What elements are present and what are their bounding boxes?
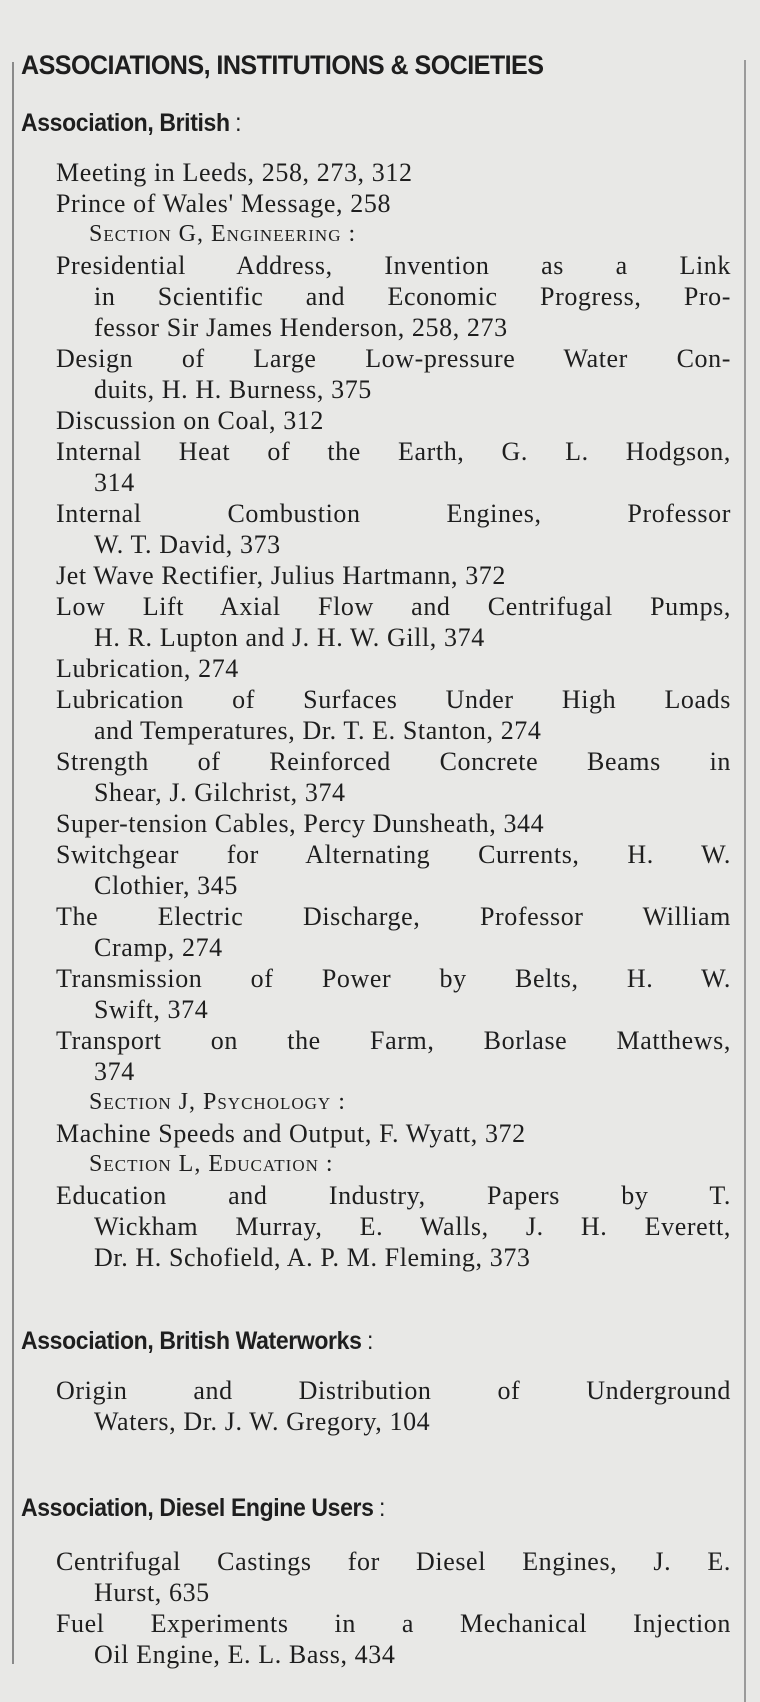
entry-line: Switchgear for Alternating Currents, H. W. (56, 840, 731, 869)
entry-line: Lubrication, 274 (56, 654, 239, 683)
entry-line: Prince of Wales' Message, 258 (56, 189, 392, 218)
index-entry (0, 560, 760, 591)
index-entry (0, 343, 760, 405)
index-entry (0, 1025, 760, 1087)
index-entry (0, 157, 760, 188)
entry-line: Dr. H. Schofield, A. P. M. Fleming, 373 (94, 1243, 531, 1272)
entry-line: Super-tension Cables, Percy Dunsheath, 344 (56, 809, 545, 838)
entry-line: Low Lift Axial Flow and Centrifugal Pumps, (56, 592, 731, 621)
subsection-label (0, 1087, 760, 1118)
entry-line: and Temperatures, Dr. T. E. Stanton, 274 (94, 716, 542, 745)
page-title: ASSOCIATIONS, INSTITUTIONS & SOCIETIES (21, 50, 544, 80)
entry-line: Transmission of Power by Belts, H. W. (56, 964, 731, 993)
entry-line: Design of Large Low-pressure Water Con- (56, 344, 731, 373)
entry-line: Fuel Experiments in a Mechanical Injection (56, 1609, 731, 1638)
index-entry (0, 963, 760, 1025)
entry-line: Cramp, 274 (94, 933, 223, 962)
entry-line: Shear, J. Gilchrist, 374 (94, 778, 346, 807)
index-entry (0, 901, 760, 963)
section-heading-colon: : (235, 109, 242, 137)
entry-line: Oil Engine, E. L. Bass, 434 (94, 1640, 396, 1669)
entry-line: Internal Combustion Engines, Professor (56, 499, 731, 528)
index-entry (0, 1118, 760, 1149)
index-entry (0, 746, 760, 808)
entry-list (0, 157, 760, 1273)
entry-line: Centrifugal Castings for Diesel Engines, J. E. (56, 1547, 731, 1576)
entry-line: Transport on the Farm, Borlase Matthews, (56, 1026, 731, 1055)
subsection-label (0, 1149, 760, 1180)
index-entry (0, 808, 760, 839)
index-entry (0, 653, 760, 684)
subsection-label (0, 219, 760, 250)
entry-line: 314 (94, 468, 135, 497)
entry-line: Origin and Distribution of Underground (56, 1376, 731, 1405)
entry-line: Discussion on Coal, 312 (56, 406, 325, 435)
index-entry (0, 1375, 760, 1437)
entry-line: Waters, Dr. J. W. Gregory, 104 (94, 1407, 431, 1436)
index-entry (0, 498, 760, 560)
entry-line: 374 (94, 1057, 135, 1086)
entry-list (0, 1546, 760, 1670)
entry-line: Section G, Engineering : (89, 221, 357, 247)
entry-list (0, 1375, 760, 1437)
section-heading (21, 1325, 373, 1357)
section-heading (21, 107, 241, 139)
entry-line: fessor Sir James Henderson, 258, 273 (94, 313, 508, 342)
index-entry (0, 436, 760, 498)
entry-line: Hurst, 635 (94, 1578, 210, 1607)
section-heading-text: Association, Diesel Engine Users (21, 1494, 374, 1522)
index-entry (0, 684, 760, 746)
section-heading-text: Association, British (21, 109, 230, 137)
entry-line: H. R. Lupton and J. H. W. Gill, 374 (94, 623, 485, 652)
entry-line: Strength of Reinforced Concrete Beams in (56, 747, 731, 776)
entry-line: Section L, Education : (89, 1151, 334, 1177)
index-entry (0, 839, 760, 901)
index-entry (0, 250, 760, 343)
index-entry (0, 188, 760, 219)
entry-line: duits, H. H. Burness, 375 (94, 375, 372, 404)
entry-line: Meeting in Leeds, 258, 273, 312 (56, 158, 413, 187)
entry-line: The Electric Discharge, Professor William (56, 902, 731, 931)
entry-line: Jet Wave Rectifier, Julius Hartmann, 372 (56, 561, 507, 590)
index-entry (0, 591, 760, 653)
entry-line: Section J, Psychology : (89, 1089, 346, 1115)
entry-line: Swift, 374 (94, 995, 209, 1024)
entry-line: Education and Industry, Papers by T. (56, 1181, 731, 1210)
entry-line: Clothier, 345 (94, 871, 238, 900)
index-entry (0, 405, 760, 436)
section-heading-text: Association, British Waterworks (21, 1327, 362, 1355)
index-entry (0, 1546, 760, 1608)
entry-line: in Scientific and Economic Progress, Pro- (94, 282, 731, 311)
entry-line: Presidential Address, Invention as a Link (56, 251, 731, 280)
section-heading-colon: : (379, 1494, 386, 1522)
index-entry (0, 1608, 760, 1670)
index-entry (0, 1180, 760, 1273)
entry-line: Internal Heat of the Earth, G. L. Hodgson, (56, 437, 731, 466)
entry-line: Lubrication of Surfaces Under High Loads (56, 685, 731, 714)
entry-line: Wickham Murray, E. Walls, J. H. Everett, (94, 1212, 731, 1241)
entry-line: W. T. David, 373 (94, 530, 281, 559)
section-heading-colon: : (367, 1327, 374, 1355)
section-heading (21, 1492, 385, 1524)
entry-line: Machine Speeds and Output, F. Wyatt, 372 (56, 1119, 526, 1148)
